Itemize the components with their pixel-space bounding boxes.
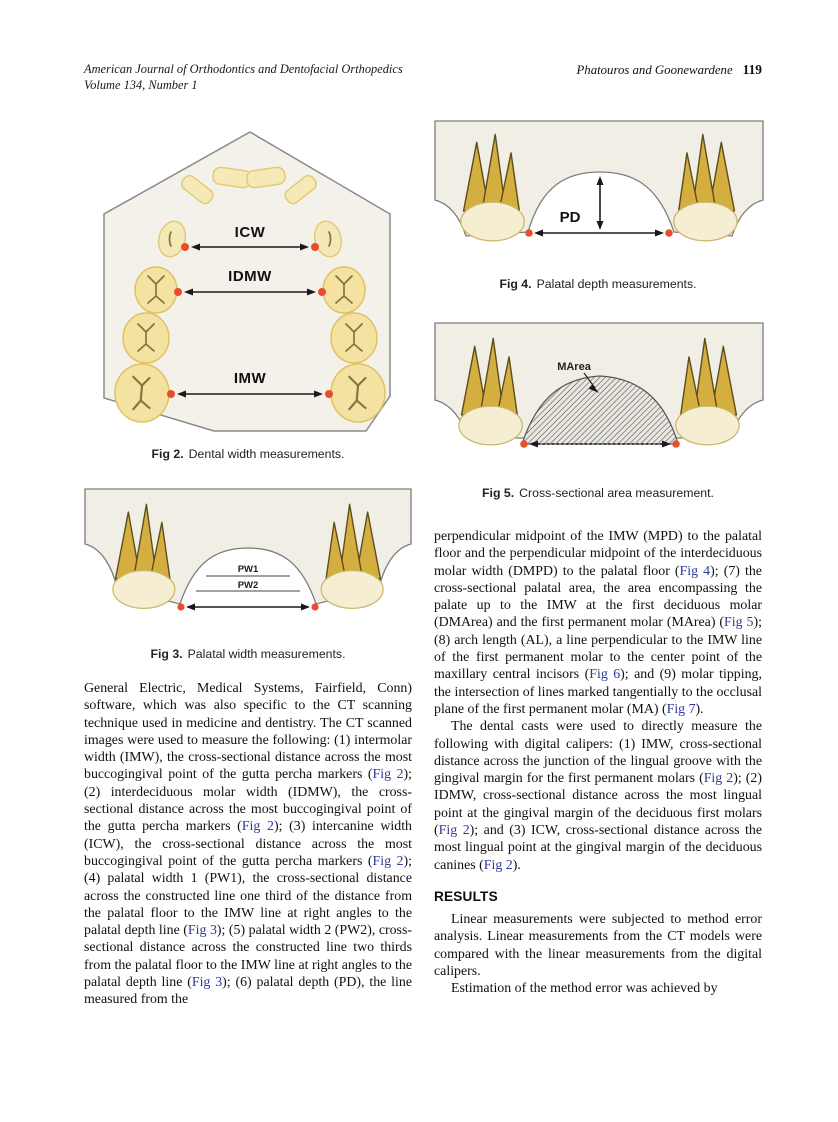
figure-reference[interactable]: Fig 3 <box>191 975 223 991</box>
journal-title: American Journal of Orthodontics and Dentofacial Orthopedics <box>84 62 403 76</box>
left-column <box>84 120 412 1009</box>
figure-3 <box>84 488 412 661</box>
fig5-marea-label: MArea <box>557 361 591 373</box>
fig2-caption <box>84 447 412 461</box>
fig2-dental-arch-diagram <box>84 120 412 438</box>
figure-5 <box>434 322 762 500</box>
fig2-caption-number: Fig 2. <box>151 447 184 461</box>
fig5-caption-text: Cross-sectional area measurement. <box>519 486 714 500</box>
running-head <box>576 62 762 78</box>
right-column <box>434 120 762 1009</box>
figure-reference[interactable]: Fig 2 <box>703 771 734 787</box>
left-body-text <box>84 680 412 1009</box>
fig3-caption-number: Fig 3. <box>150 647 183 661</box>
body-paragraph: The dental casts were used to directly measure the following with digital calipers: (1) IMW, cross-sectional distance across the junction of the lingual groove with the gingival margin for the first permanent molars (Fig 2); (2) IDMW, cross-sectional distance across the most lingual point at the gingival margin of the deciduous first molars (Fig 2); and (3) ICW, cross-sectional distance across the most lingual point at the gingival margin of the deciduous canines (Fig 2). <box>434 719 763 873</box>
fig3-pw1-label: PW1 <box>237 564 259 575</box>
results-paragraph: Estimation of the method error was achieved by <box>451 981 718 997</box>
figure-reference[interactable]: Fig 3 <box>187 923 217 939</box>
body-paragraph: General Electric, Medical Systems, Fairfield, Conn) software, which was also specific to the CT scanning technique used in medicine and dentistry. The CT scanned images were used to measure the following: (1) intermolar width (IMW), the cross-sectional distance across the most buccogingival point of the gutta percha markers (Fig 2); (2) interdeciduous molar width (IDMW), the cross-sectional distance across the most buccogingival point of the gutta percha markers (Fig 2); (3) intercanine width (ICW), the cross-sectional distance across the most buccogingival point of the gutta percha markers (Fig 2); (4) palatal width 1 (PW1), the cross-sectional distance across the constructed line one third of the distance from the palatal floor to the IMW line at right angles to the palatal depth line (Fig 3); (5) palatal width 2 (PW2), cross-sectional distance across the constructed line two thirds from the palatal floor to the IMW line at right angles to the palatal depth line (Fig 3); (6) palatal depth (PD), the line measured from the <box>84 681 413 1008</box>
results-paragraph: Linear measurements were subjected to method error analysis. Linear measurements from the CT models were compared with the linear measurements from the digital calipers. <box>434 911 762 979</box>
fig5-area-diagram <box>434 322 764 477</box>
running-authors: Phatouros and Goonewardene <box>576 63 733 77</box>
journal-header-block <box>84 62 403 93</box>
figure-reference[interactable]: Fig 2 <box>241 819 274 835</box>
fig5-caption <box>434 486 762 500</box>
figure-reference[interactable]: Fig 2 <box>483 857 513 873</box>
figure-reference[interactable]: Fig 7 <box>666 701 696 717</box>
figure-reference[interactable]: Fig 4 <box>679 563 711 579</box>
figure-4 <box>434 120 762 291</box>
figure-2 <box>84 120 412 461</box>
page-header <box>84 62 762 93</box>
fig2-icw-label: ICW <box>234 224 266 241</box>
figure-reference[interactable]: Fig 2 <box>438 823 470 839</box>
fig4-pd-label: PD <box>559 209 581 226</box>
fig2-imw-label: IMW <box>233 370 267 387</box>
right-body-text <box>434 528 762 997</box>
figure-reference[interactable]: Fig 2 <box>372 853 404 869</box>
fig5-caption-number: Fig 5. <box>482 486 515 500</box>
body-paragraph: perpendicular midpoint of the IMW (MPD) to the palatal floor and the perpendicular midpoint of the interdeciduous molar width (DMPD) to the palatal floor (Fig 4); (7) the cross-sectional palatal area, the area encompassing the palate up to the IMW at the first deciduous molar (DMArea) and the first permanent molar (MArea) (Fig 5); (8) arch length (AL), a line perpendicular to the IMW line of the first permanent molar to the center point of the maxillary central incisors (Fig 6); and (9) molar tipping, the intersection of lines marked tangentially to the occlusal plane of the first permanent molar (MA) (Fig 7). <box>434 529 762 717</box>
fig3-pw2-label: PW2 <box>237 580 259 591</box>
fig4-caption <box>434 277 762 291</box>
fig3-caption <box>84 647 412 661</box>
figure-reference[interactable]: Fig 2 <box>372 767 404 783</box>
figure-reference[interactable]: Fig 6 <box>589 667 621 683</box>
fig3-palatal-width-diagram <box>84 488 412 638</box>
fig4-caption-text: Palatal depth measurements. <box>536 277 697 291</box>
fig3-caption-text: Palatal width measurements. <box>187 647 346 661</box>
figure-reference[interactable]: Fig 5 <box>724 615 754 631</box>
page-number: 119 <box>742 62 762 77</box>
two-column-layout <box>84 120 762 1009</box>
results-heading: RESULTS <box>434 888 498 904</box>
fig4-palatal-depth-diagram <box>434 120 764 268</box>
journal-issue-line: Volume 134, Number 1 <box>84 77 198 92</box>
fig2-idmw-label: IDMW <box>228 268 272 285</box>
fig4-caption-number: Fig 4. <box>499 277 532 291</box>
fig2-caption-text: Dental width measurements. <box>188 447 345 461</box>
